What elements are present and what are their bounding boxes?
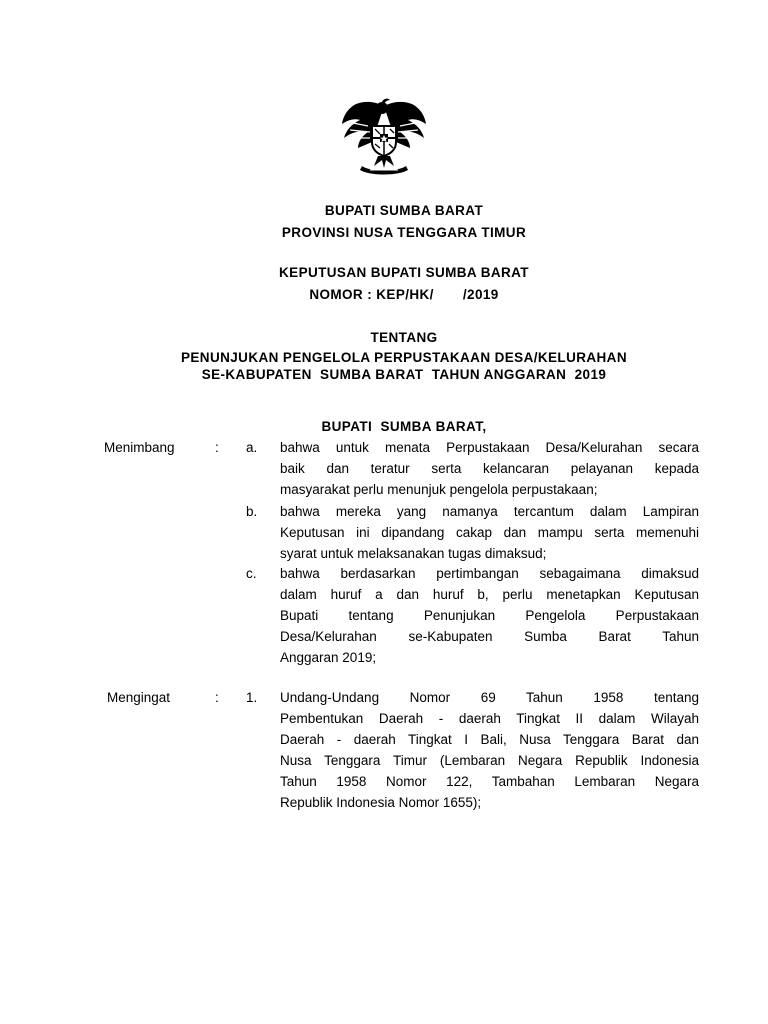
signatory-heading: BUPATI SUMBA BARAT, [321,419,487,434]
mengingat-label: Mengingat [107,690,171,705]
province-name: PROVINSI NUSA TENGGARA TIMUR [281,225,527,240]
menimbang-label: Menimbang [104,440,175,455]
mengingat-item-1 [280,687,699,813]
menimbang-item-c-marker: c. [246,566,257,581]
text-line: Bupati tentang Penunjukan Pengelola Perpustakaan [280,608,699,623]
decree-number: NOMOR : KEP/HK/ /2019 [309,287,499,302]
menimbang-item-b [280,501,699,564]
tentang-heading: TENTANG [370,330,438,345]
text-line: Desa/Kelurahan se-Kabupaten Sumba Barat Tahun [280,629,699,644]
menimbang-item-a [280,437,699,500]
mengingat-item-1-marker: 1. [246,690,258,705]
menimbang-colon: : [215,440,219,455]
decree-subject-line-2: SE-KABUPATEN SUMBA BARAT TAHUN ANGGARAN 2019 [201,367,607,382]
decree-subject-line-1: PENUNJUKAN PENGELOLA PERPUSTAKAAN DESA/KELURAHAN [181,350,627,365]
text-line: Republik Indonesia Nomor 1655); [280,795,482,810]
text-line: bahwa mereka yang namanya tercantum dalam Lampiran [280,504,699,519]
decree-title: KEPUTUSAN BUPATI SUMBA BARAT [279,265,529,280]
menimbang-item-c [280,563,699,668]
menimbang-item-b-marker: b. [246,504,258,519]
text-line: Undang-Undang Nomor 69 Tahun 1958 tentang [280,690,699,705]
menimbang-item-a-marker: a. [246,440,258,455]
text-line: Pembentukan Daerah - daerah Tingkat II dalam Wilayah [280,711,699,726]
garuda-emblem-icon [338,96,430,176]
text-line: dalam huruf a dan huruf b, perlu menetapkan Keputusan [280,587,699,602]
text-line: Tahun 1958 Nomor 122, Tambahan Lembaran Negara [280,774,699,789]
text-line: Nusa Tenggara Timur (Lembaran Negara Republik Indonesia [280,753,699,768]
text-line: Keputusan ini dipandang cakap dan mampu serta memenuhi [280,525,699,540]
text-line: syarat untuk melaksanakan tugas dimaksud; [280,546,547,561]
text-line: bahwa untuk menata Perpustakaan Desa/Kelurahan secara [280,440,699,455]
official-title: BUPATI SUMBA BARAT [324,203,484,218]
text-line: masyarakat perlu menunjuk pengelola perpustakaan; [280,482,598,497]
text-line: bahwa berdasarkan pertimbangan sebagaimana dimaksud [280,566,699,581]
text-line: Anggaran 2019; [280,650,377,665]
text-line: Daerah - daerah Tingkat I Bali, Nusa Tenggara Barat dan [280,732,699,747]
text-line: baik dan teratur serta kelancaran pelayanan kepada [280,461,699,476]
mengingat-colon: : [215,690,219,705]
